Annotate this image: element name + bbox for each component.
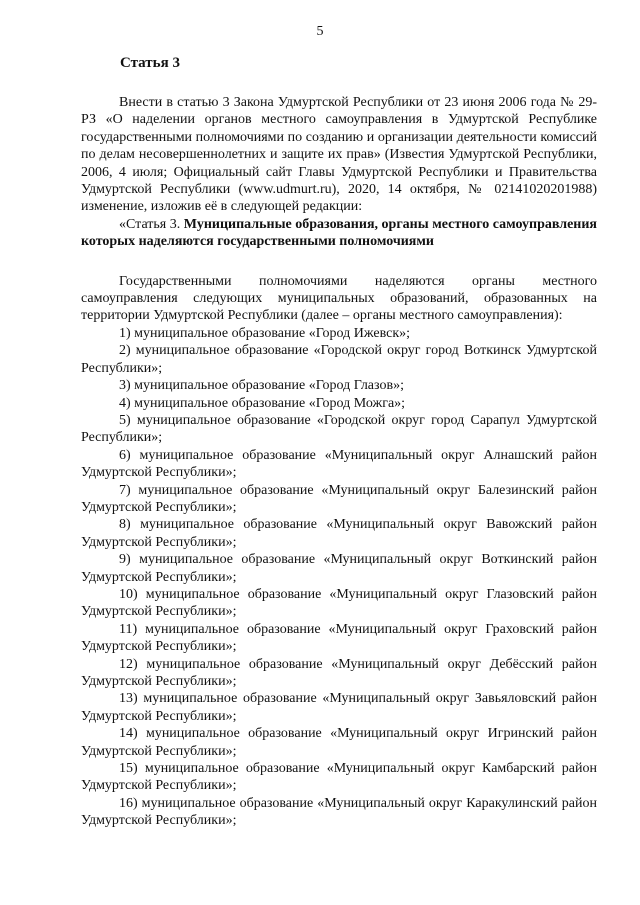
quoted-article-prefix: «Статья 3.: [119, 216, 181, 232]
list-item: 2) муниципальное образование «Городской округ город Воткинск Удмуртской Республики»;: [81, 343, 597, 376]
list-item: 11) муниципальное образование «Муниципальный округ Граховский район Удмуртской Республики»;: [81, 621, 597, 655]
list-item: 1) муниципальное образование «Город Ижевск»;: [119, 325, 411, 341]
article-title: Статья 3: [120, 55, 180, 71]
lead-paragraph: Государственными полномочиями наделяются органы местного самоуправления следующих муниципальных образований, образованных на территории Удмуртской Республики (далее – органы местного самоуправления):: [81, 273, 597, 324]
list-item: 8) муниципальное образование «Муниципальный округ Вавожский район Удмуртской Республики»;: [81, 517, 597, 550]
list-item: 9) муниципальное образование «Муниципальный округ Воткинский район Удмуртской Республики»;: [81, 552, 597, 585]
list-item: 15) муниципальное образование «Муниципальный округ Камбарский район Удмуртской Республики»;: [81, 761, 597, 794]
list-item: 10) муниципальное образование «Муниципальный округ Глазовский район Удмуртской Республики»;: [81, 586, 597, 620]
list-item: 14) муниципальное образование «Муниципальный округ Игринский район Удмуртской Республики»;: [81, 726, 597, 759]
list-item: 13) муниципальное образование «Муниципальный округ Завьяловский район Удмуртской Республики»;: [81, 691, 597, 724]
list-item: 7) муниципальное образование «Муниципальный округ Балезинский район Удмуртской Республики»;: [81, 482, 597, 515]
list-item: 6) муниципальное образование «Муниципальный округ Алнашский район Удмуртской Республики»;: [81, 447, 597, 481]
page-number: 5: [316, 24, 324, 39]
quoted-article-heading: [81, 216, 597, 251]
list-item: 3) муниципальное образование «Город Глазов»;: [119, 378, 404, 394]
document-body: [81, 94, 597, 830]
list-item: 4) муниципальное образование «Город Можга»;: [119, 395, 406, 411]
intro-paragraph: Внести в статью 3 Закона Удмуртской Республики от 23 июня 2006 года № 29-РЗ «О наделении органов местного самоуправления в Удмуртской Республике государственными полномочиями по созданию и организации деятельности комиссий по делам несовершеннолетних и защите их прав» (Известия Удмуртской Республики, 2006, 4 июля; Официальный сайт Главы Удмуртской Республики и Правительства Удмуртской Республики (www.udmurt.ru), 2020, 14 октября, № 02141020201988) изменение, изложив её в следующей редакции:: [81, 95, 597, 215]
list-item: 5) муниципальное образование «Городской округ город Сарапул Удмуртской Республики»;: [81, 412, 597, 446]
municipality-list: [81, 325, 597, 830]
quoted-article-title: Муниципальные образования, органы местного самоуправления которых наделяются государственными полномочиями: [81, 216, 598, 250]
list-item: 16) муниципальное образование «Муниципальный округ Каракулинский район Удмуртской Республики»;: [81, 795, 597, 829]
list-item: 12) муниципальное образование «Муниципальный округ Дебёсский район Удмуртской Республики»;: [81, 656, 597, 689]
